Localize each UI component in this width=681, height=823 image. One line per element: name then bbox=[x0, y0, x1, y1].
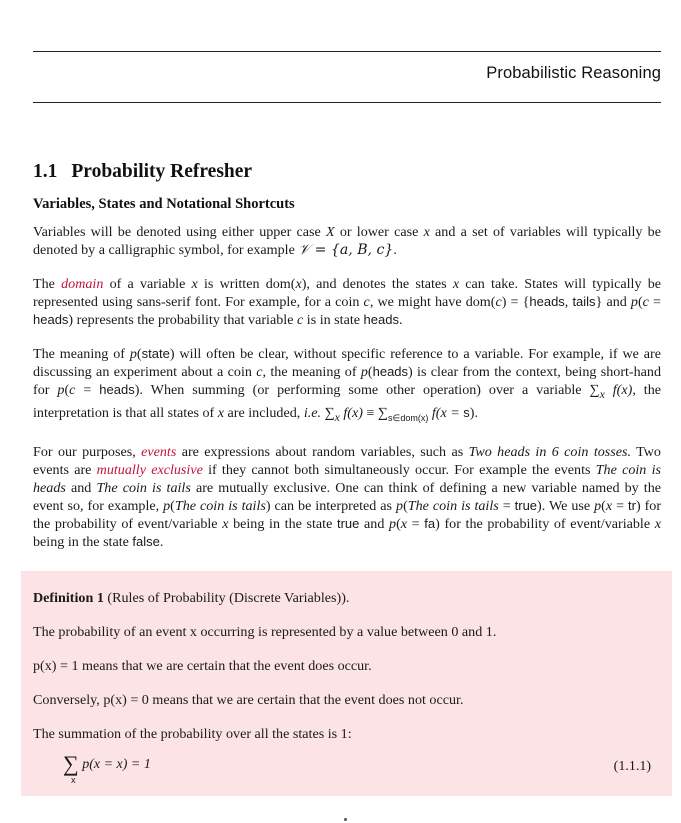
page-mark bbox=[344, 818, 347, 821]
definition-subtitle: (Rules of Probability (Discrete Variables)). bbox=[103, 590, 350, 606]
subsection-variables-title: Variables, States and Notational Shortcuts bbox=[33, 196, 295, 212]
definition-line-4: The summation of the probability over all the states is 1: bbox=[33, 726, 352, 742]
definition-line-1: The probability of an event x occurring is represented by a value between 0 and 1. bbox=[33, 624, 497, 640]
header-bottom-rule bbox=[33, 102, 661, 103]
section-title bbox=[33, 158, 661, 186]
section-number: 1.1 bbox=[33, 161, 58, 182]
term-domain: domain bbox=[61, 276, 104, 292]
top-rule bbox=[33, 51, 661, 52]
paragraph-events: For our purposes, events are expressions about random variables, such as Two heads in 6 coin tosses. Two events are mutually exclusive if they cannot both simultaneously occur. For example the events The coin is heads and The coin is tails are mutually exclusive. One can think of defining a new variable named by the event so, for example, p(The coin is tails) can be interpreted as p(The coin is tails = true). We use p(x = tr) for the probability of event/variable x being in the state true and p(x = fa) for the probability of event/variable x being in the state false. bbox=[33, 443, 662, 550]
running-title: Probabilistic Reasoning bbox=[486, 64, 661, 82]
definition-line-3: Conversely, p(x) = 0 means that we are certain that the event does not occur. bbox=[33, 692, 464, 708]
paragraph-state-meaning: The meaning of p(state) will often be clear, without specific reference to a variable. For example, if we are discussing an experiment about a coin c, the meaning of p(heads) is clear from the context, being short-hand for p(c = heads). When summing (or performing some other operation) over a variable $\sum_x$ f(x), the interpretation is that all states of x are included, i.e. $\sum_x$ $f(x) \equiv \sum_{s\in dom(x)}$ f(x = s). bbox=[33, 346, 662, 424]
equation-subscript: x bbox=[71, 775, 76, 785]
definition-line-2: p(x) = 1 means that we are certain that the event does occur. bbox=[33, 658, 372, 674]
paragraph-variables: Variables will be denoted using either upper case X or lower case x and a set of variables will typically be denoted by a calligraphic symbol, for example 𝒱 = {a, B, c}. bbox=[33, 224, 661, 258]
equation-sum bbox=[63, 751, 151, 785]
term-mutually-exclusive: mutually exclusive bbox=[96, 461, 203, 478]
page-content bbox=[33, 158, 661, 595]
equation-number: (1.1.1) bbox=[613, 759, 651, 774]
section-title-text: Probability Refresher bbox=[71, 161, 253, 182]
paragraph-domain: The domain of a variable x is written dom(x), and denotes the states x can take. States will typically be represented using sans-serif font. For example, for a coin c, we might have dom(c) = {heads, tails} and p(c = heads) represents the probability that variable c is in state heads. bbox=[33, 276, 662, 328]
sigma-symbol: ∑ bbox=[63, 751, 79, 776]
definition-title: Definition 1 bbox=[33, 590, 104, 606]
equation-body: p(x = x) = 1 bbox=[82, 757, 151, 772]
definition-heading bbox=[33, 589, 349, 607]
definition-box bbox=[21, 571, 672, 796]
term-events: events bbox=[141, 443, 177, 460]
